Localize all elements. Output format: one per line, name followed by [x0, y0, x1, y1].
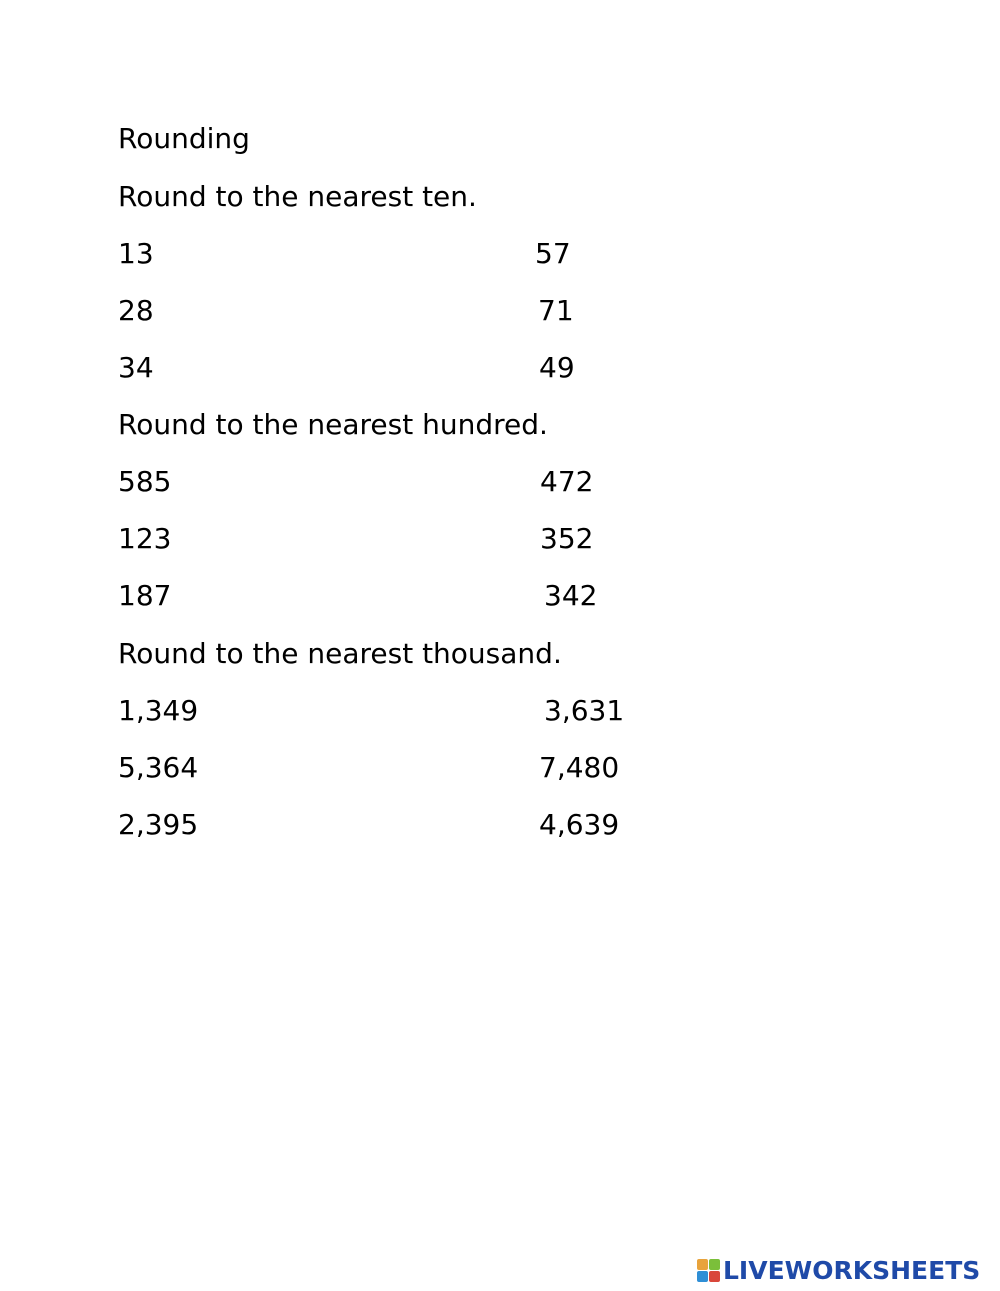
number-item: 34	[118, 351, 154, 384]
section-heading-tens: Round to the nearest ten.	[118, 180, 477, 213]
worksheet-title: Rounding	[118, 122, 250, 155]
number-item: 2,395	[118, 808, 199, 841]
section-heading-thousands: Round to the nearest thousand.	[118, 637, 562, 670]
section-heading-hundreds: Round to the nearest hundred.	[118, 408, 548, 441]
logo-block	[709, 1259, 720, 1270]
number-item: 123	[118, 522, 172, 555]
number-item: 7,480	[539, 751, 620, 784]
number-item: 472	[540, 465, 594, 498]
logo-block	[697, 1271, 708, 1282]
number-item: 5,364	[118, 751, 199, 784]
logo-block	[697, 1259, 708, 1270]
logo-text: LIVEWORKSHEETS	[723, 1255, 981, 1285]
number-item: 4,639	[539, 808, 620, 841]
number-item: 49	[539, 351, 575, 384]
number-item: 28	[118, 294, 154, 327]
logo-blocks-icon	[697, 1259, 720, 1282]
number-item: 585	[118, 465, 172, 498]
number-item: 71	[538, 294, 574, 327]
number-item: 342	[544, 579, 598, 612]
logo-block	[709, 1271, 720, 1282]
number-item: 3,631	[544, 694, 625, 727]
number-item: 187	[118, 579, 172, 612]
number-item: 352	[540, 522, 594, 555]
number-item: 57	[535, 237, 571, 270]
number-item: 1,349	[118, 694, 199, 727]
liveworksheets-logo	[697, 1255, 980, 1285]
number-item: 13	[118, 237, 154, 270]
